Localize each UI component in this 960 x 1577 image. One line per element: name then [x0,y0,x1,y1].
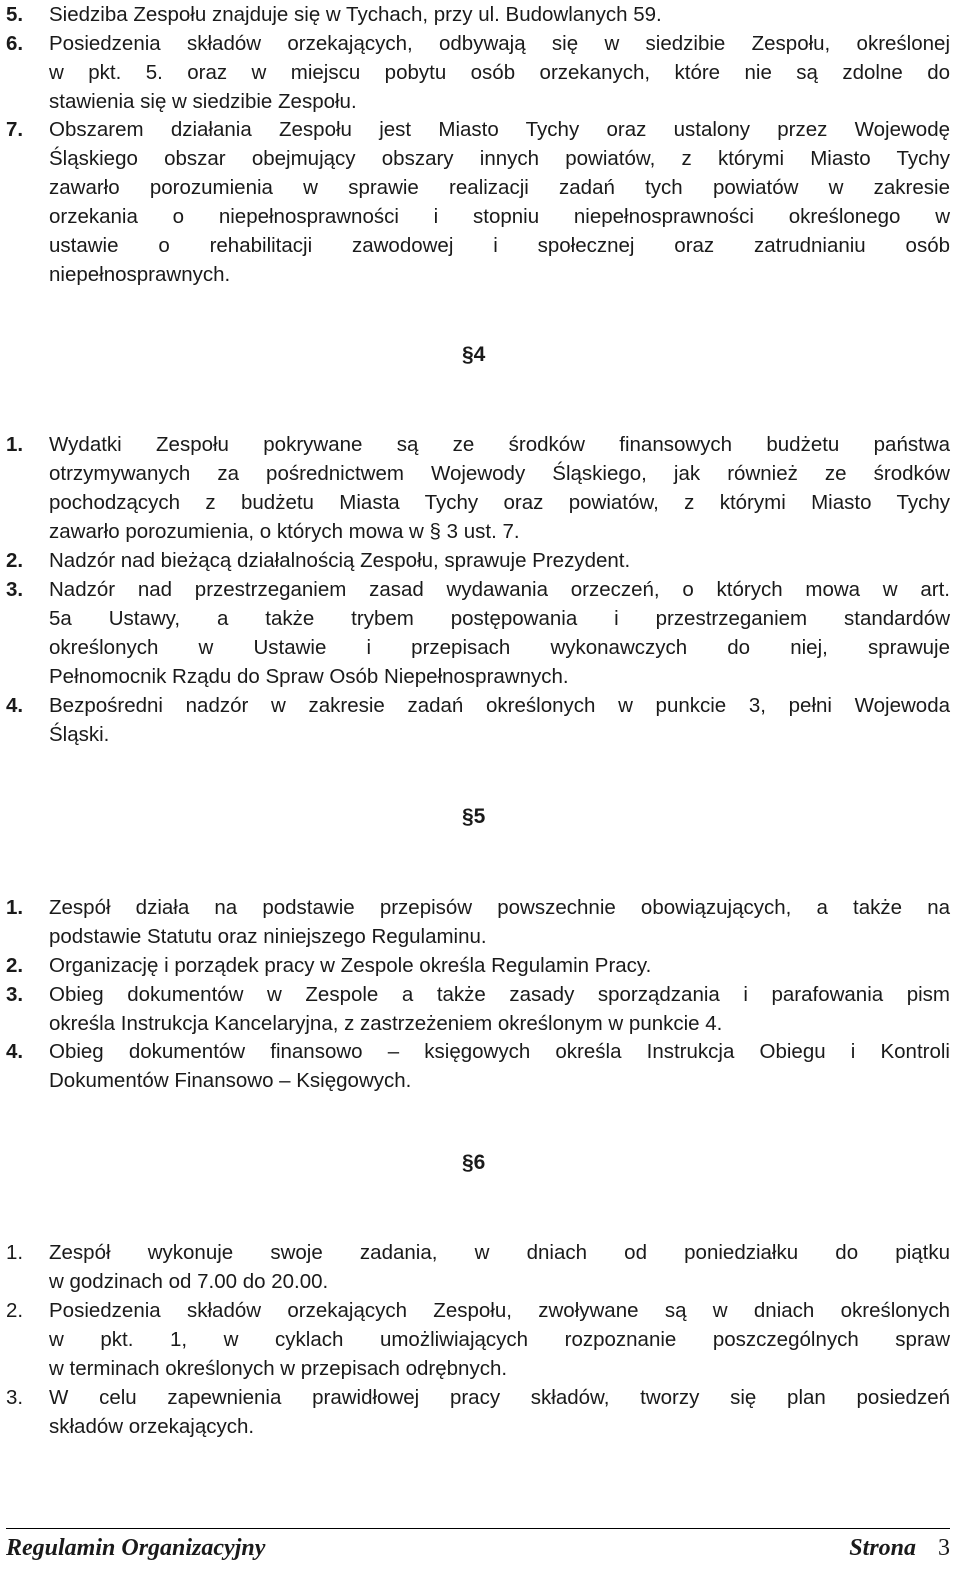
item-text: określa Instrukcja Kancelaryjna, z zastrzeżeniem określonym w punkcie 4. [49,1012,723,1035]
item-text: w terminach określonych w przepisach odrębnych. [49,1357,508,1380]
item-text: Obszarem działania Zespołu jest Miasto Tychy oraz ustalony przez Wojewodę [49,118,950,141]
section6-item-1 [6,1238,950,1296]
item-text: Bezpośredni nadzór w zakresie zadań określonych w punkcie 3, pełni Wojewoda [49,694,950,717]
item-text: ustawie o rehabilitacji zawodowej i społecznej oraz zatrudnianiu osób [49,234,950,257]
item-text: otrzymywanych za pośrednictwem Wojewody Śląskiego, jak również ze środków [49,462,950,485]
item-text: Obieg dokumentów finansowo – księgowych określa Instrukcja Obiegu i Kontroli [49,1040,950,1063]
item-text: 5a Ustawy, a także trybem postępowania i przestrzeganiem standardów [49,607,950,630]
item-text: Dokumentów Finansowo – Księgowych. [49,1069,412,1092]
item-number: 3. [6,1386,24,1409]
list-item-7 [6,115,950,289]
section5-item-3 [6,980,950,1038]
section4-item-1 [6,430,950,546]
item-text: Zespół wykonuje swoje zadania, w dniach od poniedziałku do piątku [49,1241,950,1264]
item-text: Śląskiego obszar obejmujący obszary innych powiatów, z którymi Miasto Tychy [49,147,950,170]
item-number: 2. [6,1299,24,1322]
item-number: 1. [6,433,24,456]
item-number: 7. [6,118,24,141]
section4-item-4 [6,691,950,749]
item-number: 3. [6,578,24,601]
item-text: Nadzór nad przestrzeganiem zasad wydawania orzeczeń, o których mowa w art. [49,578,950,601]
section4-item-3 [6,575,950,691]
section4-item-2 [6,546,950,575]
item-text: określonych w Ustawie i przepisach wykonawczych do niej, sprawuje [49,636,950,659]
section6-item-2 [6,1296,950,1383]
item-number: 1. [6,896,24,919]
item-number: 2. [6,549,24,572]
item-text: niepełnosprawnych. [49,263,231,286]
section-heading-5: §5 [462,805,486,828]
item-text: Organizację i porządek pracy w Zespole określa Regulamin Pracy. [49,954,652,977]
list-item-5 [6,0,950,29]
section5-item-2 [6,951,950,980]
item-number: 2. [6,954,24,977]
list-item-6 [6,29,950,116]
item-text: Siedziba Zespołu znajduje się w Tychach, przy ul. Budowlanych 59. [49,3,662,26]
footer-page-number: 3 [938,1535,950,1561]
footer-page-info [849,1533,950,1563]
item-text: zawarło porozumienia w sprawie realizacji zadań tych powiatów w zakresie [49,176,950,199]
item-text: podstawie Statutu oraz niniejszego Regulaminu. [49,925,487,948]
item-number: 3. [6,983,24,1006]
section-heading-6: §6 [462,1151,486,1174]
item-text: Posiedzenia składów orzekających Zespołu, zwoływane są w dniach określonych [49,1299,950,1322]
item-number: 4. [6,694,24,717]
item-text: Nadzór nad bieżącą działalnością Zespołu, sprawuje Prezydent. [49,549,631,572]
item-text: W celu zapewnienia prawidłowej pracy składów, tworzy się plan posiedzeń [49,1386,950,1409]
item-text: stawienia się w siedzibie Zespołu. [49,90,357,113]
item-text: orzekania o niepełnosprawności i stopniu niepełnosprawności określonego w [49,205,950,228]
item-number: 5. [6,3,24,26]
section6-item-3 [6,1383,950,1441]
section-heading-4: §4 [462,343,486,366]
item-number: 1. [6,1241,24,1264]
item-text: w pkt. 5. oraz w miejscu pobytu osób orzekanych, które nie są zdolne do [49,61,950,84]
section5-item-4 [6,1037,950,1095]
item-text: pochodzących z budżetu Miasta Tychy oraz powiatów, z którymi Miasto Tychy [49,491,950,514]
item-number: 6. [6,32,24,55]
item-text: Wydatki Zespołu pokrywane są ze środków finansowych budżetu państwa [49,433,950,456]
section5-item-1 [6,893,950,951]
item-text: Posiedzenia składów orzekających, odbywają się w siedzibie Zespołu, określonej [49,32,950,55]
item-text: Obieg dokumentów w Zespole a także zasady sporządzania i parafowania pism [49,983,950,1006]
footer-divider [6,1528,950,1529]
footer-page-label: Strona [849,1535,916,1561]
item-text: w pkt. 1, w cyklach umożliwiających rozpoznanie poszczególnych spraw [49,1328,950,1351]
item-text: w godzinach od 7.00 do 20.00. [49,1270,329,1293]
item-text: składów orzekających. [49,1415,255,1438]
item-text: Zespół działa na podstawie przepisów powszechnie obowiązujących, a także na [49,896,950,919]
item-text: zawarło porozumienia, o których mowa w § 3 ust. 7. [49,520,520,543]
item-text: Pełnomocnik Rządu do Spraw Osób Niepełnosprawnych. [49,665,569,688]
item-number: 4. [6,1040,24,1063]
footer-title: Regulamin Organizacyjny [6,1535,266,1561]
item-text: Śląski. [49,723,110,746]
